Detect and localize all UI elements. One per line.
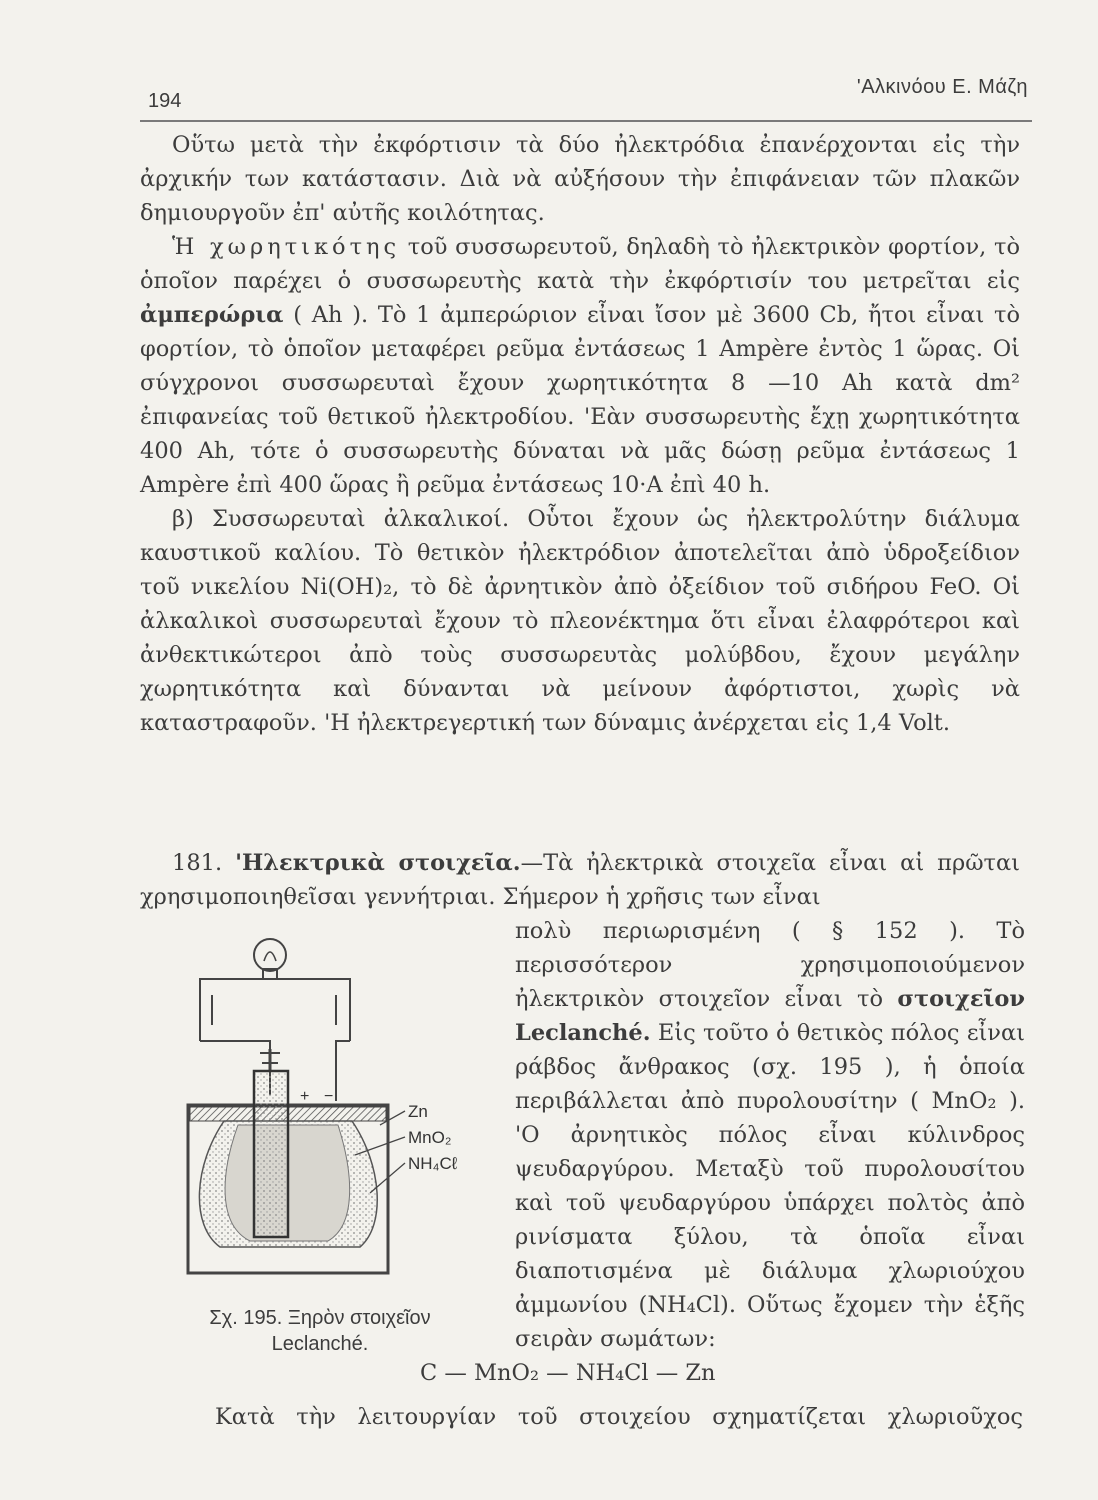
section-181-lead	[140, 846, 1020, 914]
term-leclanche-cell: στοιχεῖον Leclanché.	[515, 986, 1025, 1046]
body-text-top	[140, 128, 1020, 740]
paragraph-alkaline: β) Συσσωρευταὶ ἀλκαλικοί. Οὗτοι ἔχουν ὡς ἠλεκτρολύτην διάλυμα καυστικοῦ καλίου. Τὸ θετικὸν ἠλεκτρόδιον ἀποτελεῖται ἀπὸ ὑδροξείδιον τοῦ νικελίου Ni(OH)₂, τὸ δὲ ἀρνητικὸν ἀπὸ ὀξείδιον τοῦ σιδήρου FeO. Οἱ ἀλκαλικοὶ συσσωρευταὶ ἔχουν τὸ πλεονέκτημα ὅτι εἶναι ἐλαφρότεροι καὶ ἀνθεκτικώτεροι ἀπὸ τοὺς συσσωρευτὰς μολύβδου, ἔχουν μεγάλην χωρητικότητα καὶ δύνανται νὰ μείνουν ἀφόρτιστοι, χωρὶς νὰ καταστραφοῦν. 'Η ἠλεκτρεγερτική των δύναμις ἀνέρχεται εἰς 1,4 Volt.	[140, 506, 1020, 736]
label-zn: Zn	[408, 1102, 428, 1121]
section-title: 'Ηλεκτρικὰ στοιχεῖα.	[235, 850, 521, 876]
section-number: 181.	[172, 850, 223, 876]
carbon-rod	[254, 1071, 288, 1237]
section-heading-paragraph	[140, 846, 1020, 914]
minus-sign: −	[324, 1088, 334, 1105]
header-rule	[140, 120, 1032, 122]
leclanche-cell-diagram	[160, 925, 480, 1285]
figure-caption	[150, 1305, 490, 1357]
capacity-text-a: τοῦ συσσωρευτοῦ, δηλαδὴ τὸ ἠλεκτρικὸν φορτίον, τὸ ὁποῖον παρέχει ὁ συσσωρευτὴς κατὰ τὴν ἐκφόρτισίν του μετρεῖται εἰς	[140, 234, 1020, 294]
paragraph-discharge: Οὕτω μετὰ τὴν ἐκφόρτισιν τὰ δύο ἠλεκτρόδια ἐπανέρχονται εἰς τὴν ἀρχικήν των κατάστασιν. Διὰ νὰ αὐξήσουν τὴν ἐπιφάνειαν τῶν πλακῶν δημιουργοῦν ἐπ' αὐτῆς κοιλότητας.	[140, 132, 1020, 226]
carbon-rod-terminal	[260, 1049, 280, 1071]
page-header	[140, 70, 1028, 120]
paragraph-capacity	[140, 230, 1020, 502]
page-number: 194	[148, 90, 182, 112]
plus-sign: +	[300, 1088, 310, 1105]
leclanche-text-a: πολὺ περιωρισμένη ( § 152 ). Τὸ περισσότερον χρησιμοποιούμενον ἠλεκτρικὸν στοιχεῖον εἶναι τὸ	[515, 918, 1025, 1012]
caption-line-1: Σχ. 195. Ξηρὸν στοιχεῖον	[209, 1307, 431, 1329]
term-ampere-hours: ἀμπερώρια	[140, 302, 284, 328]
running-head-author: 'Αλκινόου Ε. Μάζη	[856, 76, 1028, 98]
leclanche-text-b: Εἰς τοῦτο ὁ θετικὸς πόλος εἶναι ράβδος ἄνθρακος (σχ. 195 ), ἡ ὁποία περιβάλλεται ἀπὸ πυρολουσίτην ( MnO₂ ). 'Ο ἀρνητικὸς πόλος εἶναι κύλινδρος ψευδαργύρου. Μεταξὺ τοῦ πυρολουσίτου καὶ τοῦ ψευδαργύρου ὑπάρχει πολτὸς ἀπὸ ρινίσματα ξύλου, τὰ ὁποῖα εἶναι διαποτισμένα μὲ διάλυμα χλωριούχου ἀμμωνίου (NH₄Cl). Οὕτως ἔχομεν τὴν ἑξῆς σειρὰν σωμάτων:	[515, 1020, 1025, 1352]
term-capacity: Ἡ χωρητικότης	[172, 234, 401, 260]
continuing-text-line: Κατὰ τὴν λειτουργίαν τοῦ στοιχείου σχηματίζεται χλωριοῦχος	[215, 1404, 1023, 1430]
wrapped-text	[515, 914, 1025, 1356]
label-mno2: MnO₂	[408, 1128, 452, 1147]
paragraph-leclanche	[515, 914, 1025, 1356]
section-lead-text: —Τὰ ἠλεκτρικὰ στοιχεῖα εἶναι αἱ πρῶται χρησιμοποιηθεῖσαι γεννήτριαι. Σήμερον ἡ χρῆσις των εἶναι	[140, 850, 1021, 910]
lamp-icon	[254, 939, 286, 979]
capacity-text-b: ( Ah ). Τὸ 1 ἀμπερώριον εἶναι ἴσον μὲ 3600 Cb, ἤτοι εἶναι τὸ φορτίον, τὸ ὁποῖον μεταφέρει ρεῦμα ἐντάσεως 1 Ampère ἐντὸς 1 ὥρας. Οἱ σύγχρονοι συσσωρευταὶ ἔχουν χωρητικότητα 8 —10 Ah κατὰ dm² ἐπιφανείας τοῦ θετικοῦ ἠλεκτροδίου. 'Εὰν συσσωρευτὴς ἔχῃ χωρητικότητα 400 Ah, τότε ὁ συσσωρευτὴς δύναται νὰ μᾶς δώσῃ ρεῦμα ἐντάσεως 1 Ampère ἐπὶ 400 ὥρας ἢ ρεῦμα ἐντάσεως 10·A ἐπὶ 40 h.	[140, 302, 1020, 498]
caption-line-2: Leclanché.	[271, 1333, 369, 1355]
chemical-series-formula: C — MnO₂ — NH₄Cl — Zn	[420, 1360, 716, 1386]
label-nh4cl: NH₄Cℓ	[408, 1154, 458, 1173]
